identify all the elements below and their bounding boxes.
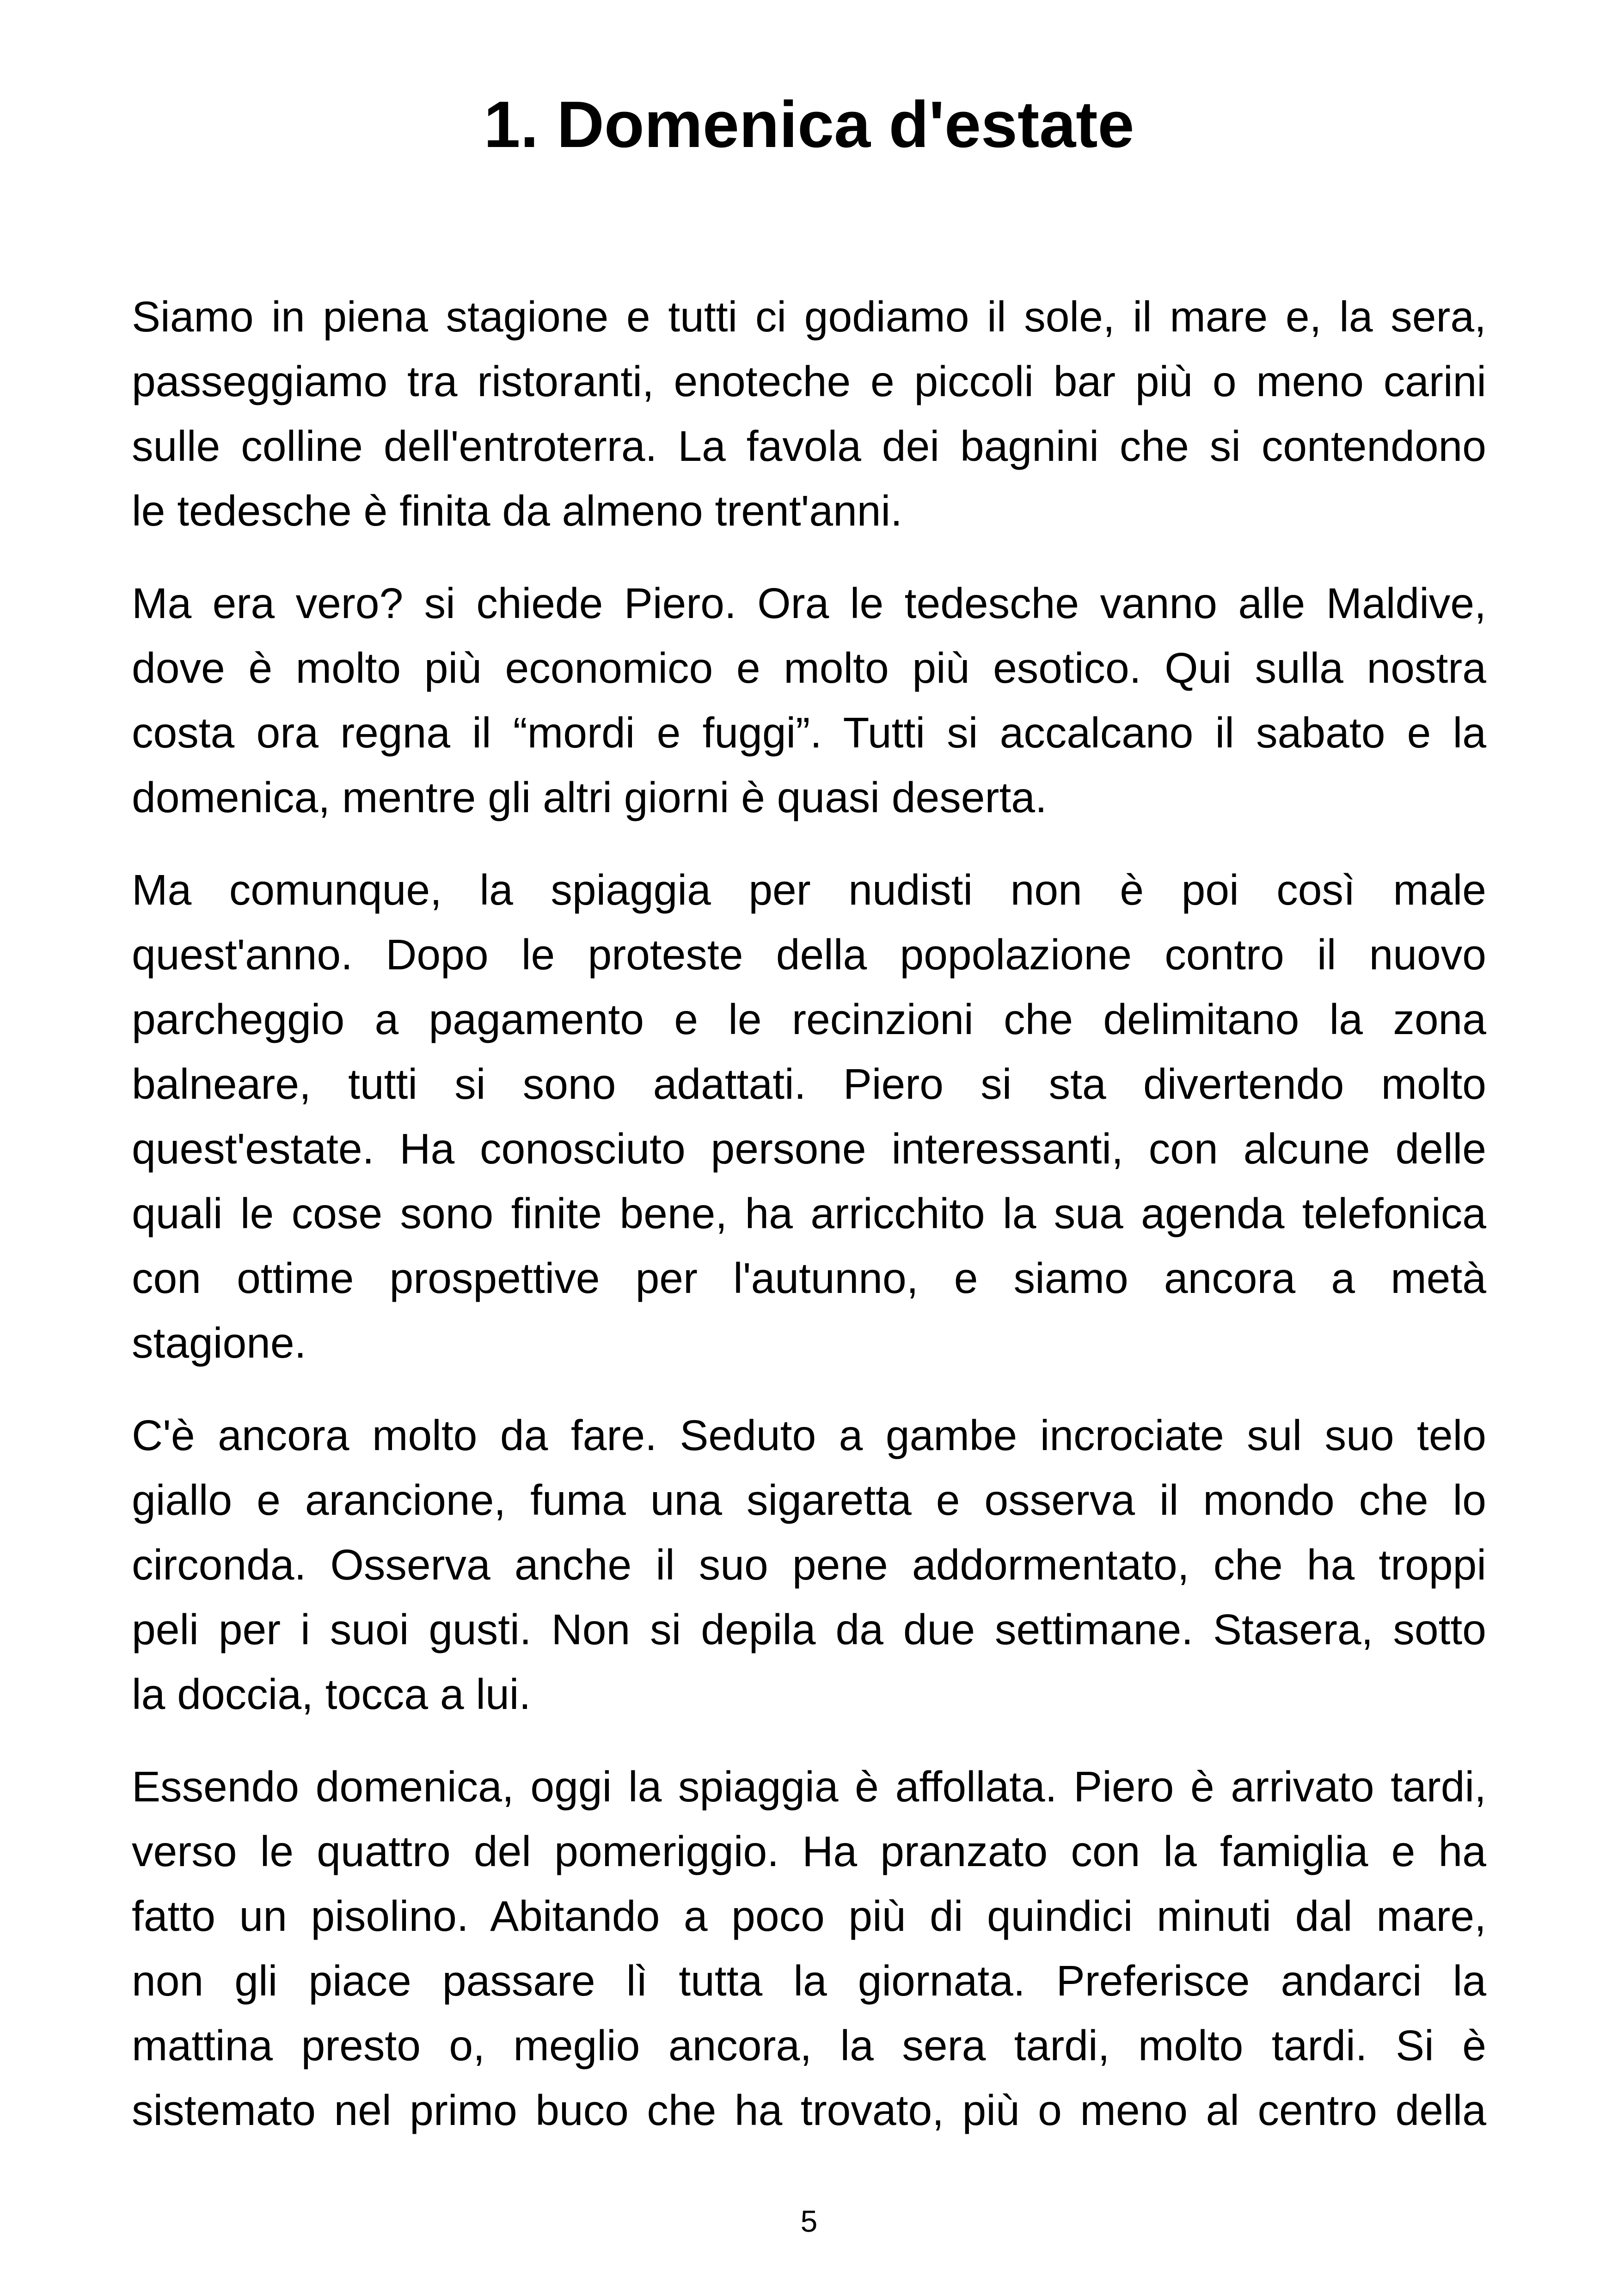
text-line: sulle colline dell'entroterra. La favola dei bagnini che si contendono: [132, 422, 1486, 470]
text-line: non gli piace passare lì tutta la giornata. Preferisce andarci la: [132, 1957, 1486, 2005]
paragraph: [132, 571, 1486, 830]
text-line: peli per i suoi gusti. Non si depila da due settimane. Stasera, sotto: [132, 1605, 1486, 1653]
text-line: le tedesche è finita da almeno trent'anni.: [132, 487, 903, 535]
text-line: Siamo in piena stagione e tutti ci godiamo il sole, il mare e, la sera,: [132, 293, 1486, 341]
text-line: passeggiamo tra ristoranti, enoteche e piccoli bar più o meno carini: [132, 357, 1486, 405]
text-line: stagione.: [132, 1319, 306, 1367]
paragraph: [132, 284, 1486, 543]
text-line: sistemato nel primo buco che ha trovato, più o meno al centro della: [132, 2086, 1486, 2134]
text-line: Essendo domenica, oggi la spiaggia è affollata. Piero è arrivato tardi,: [132, 1763, 1486, 1811]
text-line: C'è ancora molto da fare. Seduto a gambe incrociate sul suo telo: [132, 1411, 1486, 1459]
text-line: quest'estate. Ha conosciuto persone interessanti, con alcune delle: [132, 1125, 1486, 1173]
text-line: Ma comunque, la spiaggia per nudisti non è poi così male: [132, 866, 1486, 914]
paragraph: [132, 1754, 1486, 2143]
text-line: circonda. Osserva anche il suo pene addormentato, che ha troppi: [132, 1541, 1486, 1589]
paragraph: [132, 1403, 1486, 1727]
chapter-title: 1. Domenica d'estate: [484, 88, 1134, 161]
text-line: con ottime prospettive per l'autunno, e siamo ancora a metà: [132, 1254, 1486, 1302]
chapter-body: [132, 284, 1486, 2170]
text-line: giallo e arancione, fuma una sigaretta e osserva il mondo che lo: [132, 1476, 1486, 1524]
text-line: costa ora regna il “mordi e fuggi”. Tutti si accalcano il sabato e la: [132, 709, 1486, 757]
text-line: domenica, mentre gli altri giorni è quasi deserta.: [132, 773, 1047, 821]
text-line: quest'anno. Dopo le proteste della popolazione contro il nuovo: [132, 931, 1486, 979]
text-line: fatto un pisolino. Abitando a poco più di quindici minuti dal mare,: [132, 1892, 1486, 1940]
paragraph: [132, 857, 1486, 1375]
text-line: quali le cose sono finite bene, ha arricchito la sua agenda telefonica: [132, 1189, 1486, 1237]
text-line: balneare, tutti si sono adattati. Piero si sta divertendo molto: [132, 1060, 1486, 1108]
text-line: dove è molto più economico e molto più esotico. Qui sulla nostra: [132, 644, 1486, 692]
text-line: Ma era vero? si chiede Piero. Ora le tedesche vanno alle Maldive,: [132, 579, 1486, 627]
text-line: la doccia, tocca a lui.: [132, 1670, 531, 1718]
text-line: parcheggio a pagamento e le recinzioni che delimitano la zona: [132, 995, 1486, 1043]
text-line: mattina presto o, meglio ancora, la sera tardi, molto tardi. Si è: [132, 2021, 1486, 2069]
text-line: verso le quattro del pomeriggio. Ha pranzato con la famiglia e ha: [132, 1827, 1486, 1875]
page-number: 5: [800, 2204, 818, 2238]
